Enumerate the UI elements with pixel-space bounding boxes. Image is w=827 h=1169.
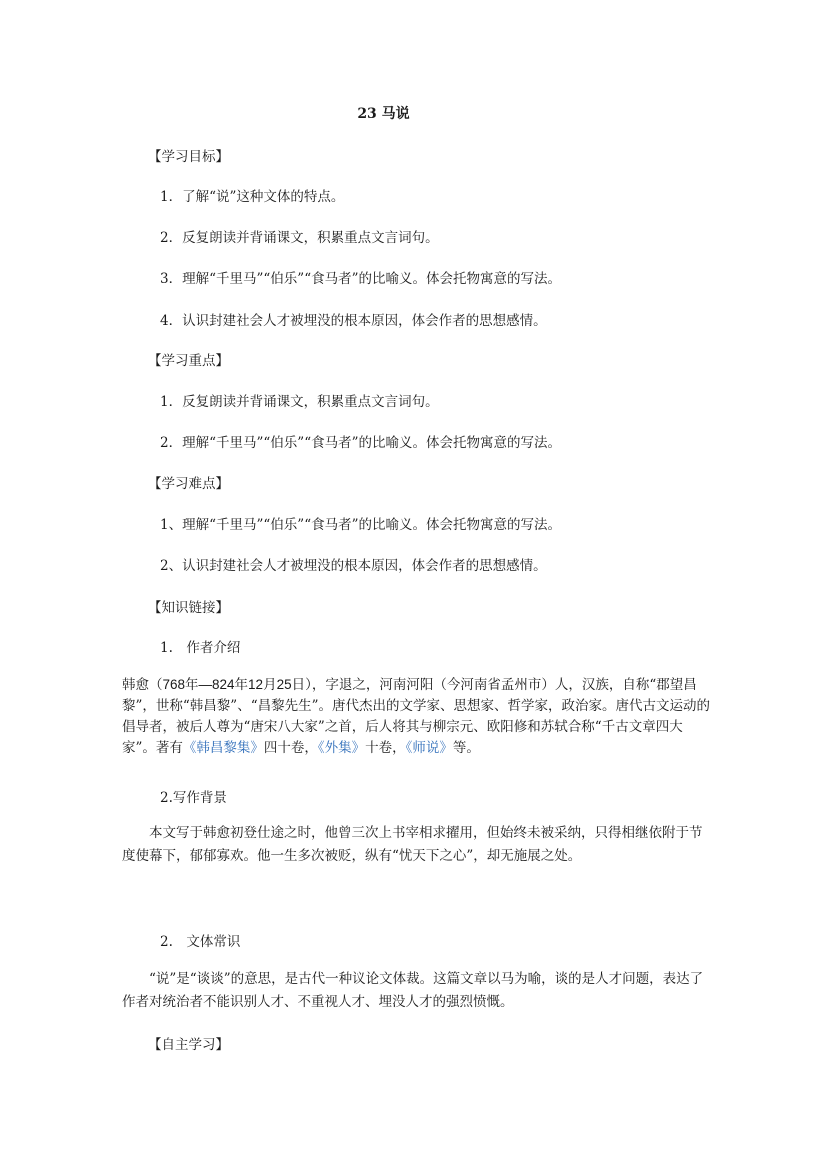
key-point-item: 1．反复朗读并背诵课文，积累重点文言词句。 — [160, 394, 439, 410]
author-bio-text: 十卷， — [365, 740, 406, 756]
self-study-heading: 【自主学习】 — [148, 1037, 229, 1053]
objective-item: 3．理解“千里马”“伯乐”“食马者”的比喻义。体会托物寓意的写法。 — [160, 271, 561, 287]
author-bio-text: ），字退之，河南河阳（今河南省孟州市）人，汉族，自称“郡望昌黎”，世称“韩昌黎”、“昌黎先生”。唐代杰出的文学家、思想家、哲学家，政治家。唐代古文运动的倡导者，被后人尊为“唐宋八大家”之首，后人将其与柳宗元、欧阳修和苏轼合称“千古文章四大家”。著有 — [122, 677, 711, 756]
key-points-heading: 【学习重点】 — [148, 353, 229, 369]
key-point-item: 2．理解“千里马”“伯乐”“食马者”的比喻义。体会托物寓意的写法。 — [160, 435, 561, 451]
work-link-shishuo[interactable]: 《师说》 — [405, 740, 453, 756]
difficulty-item: 1、理解“千里马”“伯乐”“食马者”的比喻义。体会托物寓意的写法。 — [160, 517, 561, 533]
work-link-hanchangli[interactable]: 《韩昌黎集》 — [182, 740, 264, 756]
difficulties-heading: 【学习难点】 — [148, 476, 229, 492]
objective-item: 2．反复朗读并背诵课文，积累重点文言词句。 — [160, 230, 439, 246]
author-bio-dates: 768年—824年12月25日 — [162, 677, 306, 692]
background-heading: 2.写作背景 — [160, 790, 227, 806]
author-bio-name: 韩愈（ — [122, 677, 163, 693]
work-link-waiji[interactable]: 《外集》 — [317, 740, 366, 756]
objectives-heading: 【学习目标】 — [148, 149, 229, 165]
objective-item: 4．认识封建社会人才被埋没的根本原因，体会作者的思想感情。 — [160, 313, 547, 329]
genre-text: “说”是“谈谈”的意思，是古代一种议论文体裁。这篇文章以马为喻，谈的是人才问题，表达了作者对统治者不能识别人才、不重视人才、埋没人才的强烈愤慨。 — [122, 971, 704, 1010]
difficulty-item: 2、认识封建社会人才被埋没的根本原因，体会作者的思想感情。 — [160, 558, 547, 574]
genre-heading: 2. 文体常识 — [160, 934, 241, 950]
knowledge-heading: 【知识链接】 — [148, 600, 229, 616]
author-heading: 1. 作者介绍 — [160, 640, 241, 656]
author-bio-text: 四十卷， — [263, 740, 318, 756]
author-bio — [122, 674, 712, 759]
author-bio-text: 等。 — [452, 740, 480, 756]
page-title: 23 马说 — [357, 106, 410, 122]
objective-item: 1．了解“说”这种文体的特点。 — [160, 189, 345, 205]
background-text: 本文写于韩愈初登仕途之时，他曾三次上书宰相求擢用，但始终未被采纳，只得相继依附于节度使幕下，郁郁寡欢。他一生多次被贬，纵有“忧天下之心”，却无施展之处。 — [122, 825, 703, 864]
